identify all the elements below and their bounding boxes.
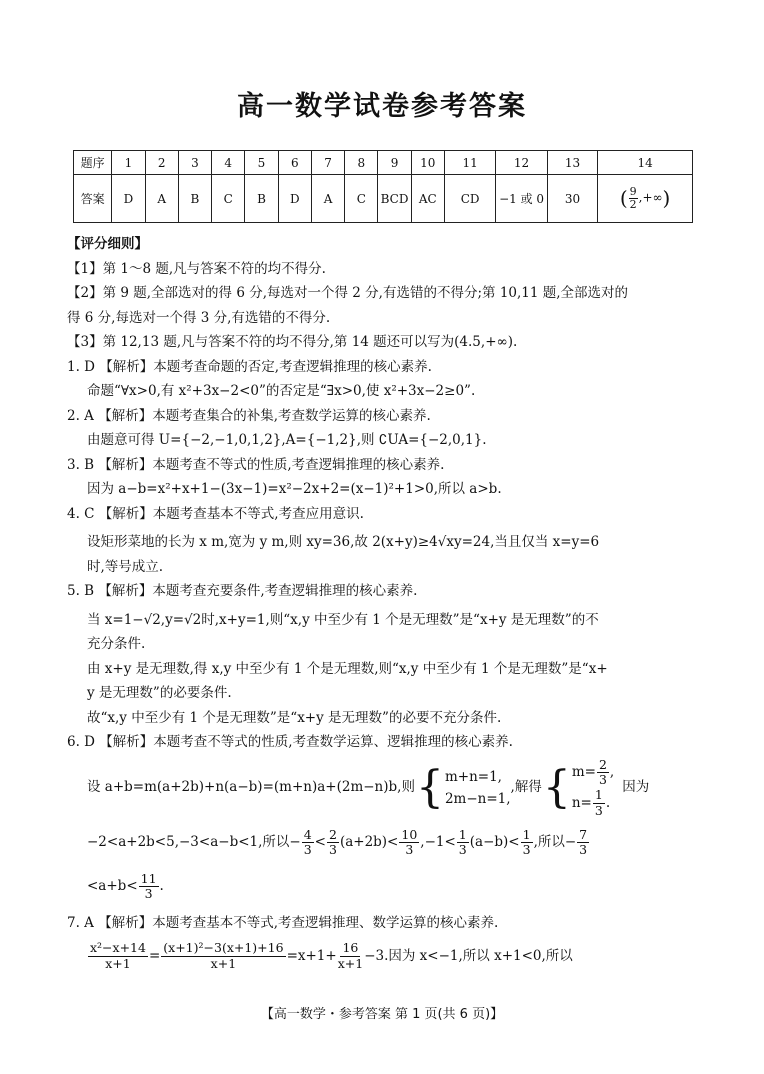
- table-row: [74, 175, 693, 223]
- solution-heading: 4. C 【解析】本题考查基本不等式,考查应用意识.: [67, 505, 364, 522]
- solution-math-line: [67, 755, 707, 821]
- table-cell: AC: [411, 175, 444, 223]
- fraction-denominator: x+1: [337, 955, 364, 971]
- fraction: [577, 828, 589, 858]
- solution-text: (a+2b)<: [339, 834, 399, 851]
- fraction-numerator: 4: [303, 826, 312, 842]
- solution-math-line: [67, 935, 707, 977]
- table-head-cell: 题序: [74, 151, 112, 175]
- table-cell: C: [345, 175, 378, 223]
- solution-heading: 5. B 【解析】本题考查充要条件,考查逻辑推理的核心素养.: [67, 583, 418, 599]
- close-paren: ): [662, 186, 671, 211]
- solution-heading: 1. D 【解析】本题考查命题的否定,考查逻辑推理的核心素养.: [67, 358, 432, 375]
- open-paren: (: [619, 186, 628, 211]
- solution-text: 命题“∀x>0,有 x²+3x−2<0”的否定是“∃x>0,使 x²+3x−2≥0”.: [87, 383, 476, 399]
- fraction-numerator: 7: [579, 826, 588, 842]
- grading-rule: 得 6 分,每选对一个得 3 分,有选错的不得分.: [67, 309, 331, 326]
- solution-text: 设矩形菜地的长为 x m,宽为 y m,则 xy=36,故 2(x+y)≥4√xy=24,当且仅当 x=y=6: [87, 534, 600, 550]
- table-cell: 11: [444, 151, 495, 175]
- solution-text: ,−1<: [420, 834, 456, 851]
- fraction-denominator: x+1: [105, 955, 131, 971]
- table-cell: BCD: [378, 175, 411, 223]
- fraction-numerator: 11: [140, 870, 157, 886]
- equation: 2m−n=1,: [444, 790, 511, 807]
- table-row: [74, 151, 693, 175]
- fraction-numerator: x²−x+14: [90, 940, 146, 956]
- table-cell: 2: [145, 151, 178, 175]
- interval-rest: ,+∞: [638, 191, 663, 205]
- grading-rule: 【1】第 1～8 题,凡与答案不符的均不得分.: [67, 260, 326, 277]
- solution-text: y 是无理数”的必要条件.: [87, 685, 232, 701]
- table-cell: 3: [178, 151, 211, 175]
- solution-text: 充分条件.: [87, 636, 146, 652]
- fraction: [327, 828, 339, 858]
- table-cell: 12: [496, 151, 547, 175]
- fraction-numerator: 1: [522, 826, 531, 842]
- solution-text: 设 a+b=m(a+2b)+n(a−b)=(m+n)a+(2m−n)b,则: [87, 779, 415, 796]
- fraction-denominator: 3: [328, 842, 337, 857]
- solution-heading: 6. D 【解析】本题考查不等式的性质,考查数学运算、逻辑推理的核心素养.: [67, 734, 513, 750]
- equation-lhs: m=: [571, 764, 596, 781]
- fraction: [338, 941, 363, 971]
- equation-lhs: n=: [571, 794, 592, 811]
- table-cell: B: [178, 175, 211, 223]
- solution-heading: 7. A 【解析】本题考查基本不等式,考查逻辑推理、数学运算的核心素养.: [67, 914, 499, 931]
- fraction-numerator: 2: [598, 756, 607, 772]
- fraction-denominator: 3: [405, 842, 414, 857]
- fraction-denominator: 3: [594, 802, 603, 818]
- solution-system: [572, 757, 614, 818]
- grading-rule: 【2】第 9 题,全部选对的得 6 分,每选对一个得 2 分,有选错的不得分;第 10,11 题,全部选对的: [67, 285, 629, 301]
- solution-math-line: [67, 865, 707, 909]
- solution-text: ,所以−: [533, 834, 577, 851]
- fraction-denominator: x+1: [210, 955, 237, 971]
- fraction: [139, 872, 159, 902]
- fraction: [593, 788, 605, 818]
- table-cell: −1 或 0: [496, 175, 547, 223]
- table-cell: CD: [444, 175, 495, 223]
- table-cell: A: [145, 175, 178, 223]
- fraction-numerator: 9: [629, 185, 637, 199]
- equation-system: [445, 766, 511, 810]
- solution-heading: 3. B 【解析】本题考查不等式的性质,考查逻辑推理的核心素养.: [67, 456, 445, 473]
- fraction-numerator: 10: [401, 826, 418, 842]
- solution-text: −2<a+2b<5,−3<a−b<1,所以−: [87, 834, 301, 851]
- solution-text: −3.因为 x<−1,所以 x+1<0,所以: [364, 947, 573, 964]
- fraction-denominator: 3: [598, 772, 607, 788]
- table-head-cell: 答案: [74, 175, 112, 223]
- fraction-denominator: 2: [629, 198, 637, 211]
- solution-text: 由题意可得 U={−2,−1,0,1,2},A={−1,2},则 ∁UA={−2,0,1}.: [87, 432, 487, 448]
- solution-text: =: [148, 947, 161, 964]
- table-cell: A: [311, 175, 344, 223]
- answer-table: [73, 150, 693, 223]
- table-cell: 8: [345, 151, 378, 175]
- fraction-numerator: 1: [594, 787, 603, 803]
- fraction: [629, 186, 638, 210]
- equation: m+n=1,: [444, 768, 502, 785]
- table-cell: C: [212, 175, 245, 223]
- table-cell: 5: [245, 151, 278, 175]
- table-cell: D: [112, 175, 145, 223]
- fraction-denominator: 3: [303, 842, 312, 857]
- solution-text: 由 x+y 是无理数,得 x,y 中至少有 1 个是无理数,则“x,y 中至少有 1 个是无理数”是“x+: [87, 660, 608, 677]
- equation: n= $\frac{1}{3}$ .: [571, 787, 611, 818]
- grading-heading: 【评分细则】: [67, 236, 148, 252]
- table-cell: 7: [311, 151, 344, 175]
- solutions-body: [67, 232, 707, 977]
- fraction-denominator: 3: [458, 842, 467, 857]
- fraction-numerator: 2: [328, 826, 337, 842]
- table-cell: D: [278, 175, 311, 223]
- fraction-denominator: 3: [579, 842, 588, 857]
- solution-text: 因为 a−b=x²+x+1−(3x−1)=x²−2x+2=(x−1)²+1>0,所以 a>b.: [87, 481, 502, 497]
- fraction: [161, 941, 285, 971]
- solution-text: 时,等号成立.: [87, 558, 164, 575]
- page-footer: 【高一数学・参考答案 第 1 页(共 6 页)】: [260, 1007, 504, 1022]
- left-brace: {: [415, 761, 444, 813]
- table-cell: 10: [411, 151, 444, 175]
- fraction: [88, 941, 148, 971]
- table-cell: 30: [547, 175, 597, 223]
- fraction-denominator: 3: [522, 842, 531, 857]
- fraction-numerator: 16: [342, 940, 359, 956]
- fraction-denominator: 3: [144, 886, 153, 901]
- fraction: [597, 758, 609, 788]
- fraction: [302, 828, 314, 858]
- fraction: [457, 828, 469, 858]
- table-cell: 1: [112, 151, 145, 175]
- page-title: 高一数学试卷参考答案: [237, 91, 527, 122]
- solution-text: ,解得: [510, 779, 542, 796]
- solution-text: 故“x,y 中至少有 1 个是无理数”是“x+y 是无理数”的必要不充分条件.: [87, 709, 502, 726]
- fraction: [399, 828, 419, 858]
- table-cell-q14: [598, 175, 693, 223]
- grading-rule: 【3】第 12,13 题,凡与答案不符的均不得分,第 14 题还可以写为(4.5,+∞).: [67, 334, 518, 350]
- solution-text: <: [314, 834, 326, 851]
- solution-text: (a−b)<: [469, 834, 520, 851]
- fraction-numerator: (x+1)²−3(x+1)+16: [163, 940, 284, 956]
- solution-text: =x+1+: [286, 947, 337, 964]
- left-brace: {: [542, 761, 571, 813]
- solution-heading: 2. A 【解析】本题考查集合的补集,考查数学运算的核心素养.: [67, 407, 431, 424]
- solution-text: <a+b<: [87, 878, 138, 895]
- table-cell: 14: [598, 151, 693, 175]
- fraction-numerator: 1: [458, 826, 467, 842]
- solution-text: .: [159, 878, 164, 895]
- solution-text: 当 x=1−√2,y=√2时,x+y=1,则“x,y 中至少有 1 个是无理数”是“x+y 是无理数”的不: [87, 611, 599, 628]
- table-cell: B: [245, 175, 278, 223]
- table-cell: 6: [278, 151, 311, 175]
- equation: m= $\frac{2}{3}$ ,: [571, 756, 615, 788]
- table-cell: 4: [212, 151, 245, 175]
- solution-text: 因为: [622, 779, 650, 796]
- fraction: [521, 828, 533, 858]
- table-cell: 13: [547, 151, 597, 175]
- solution-math-line: [67, 821, 707, 865]
- table-cell: 9: [378, 151, 411, 175]
